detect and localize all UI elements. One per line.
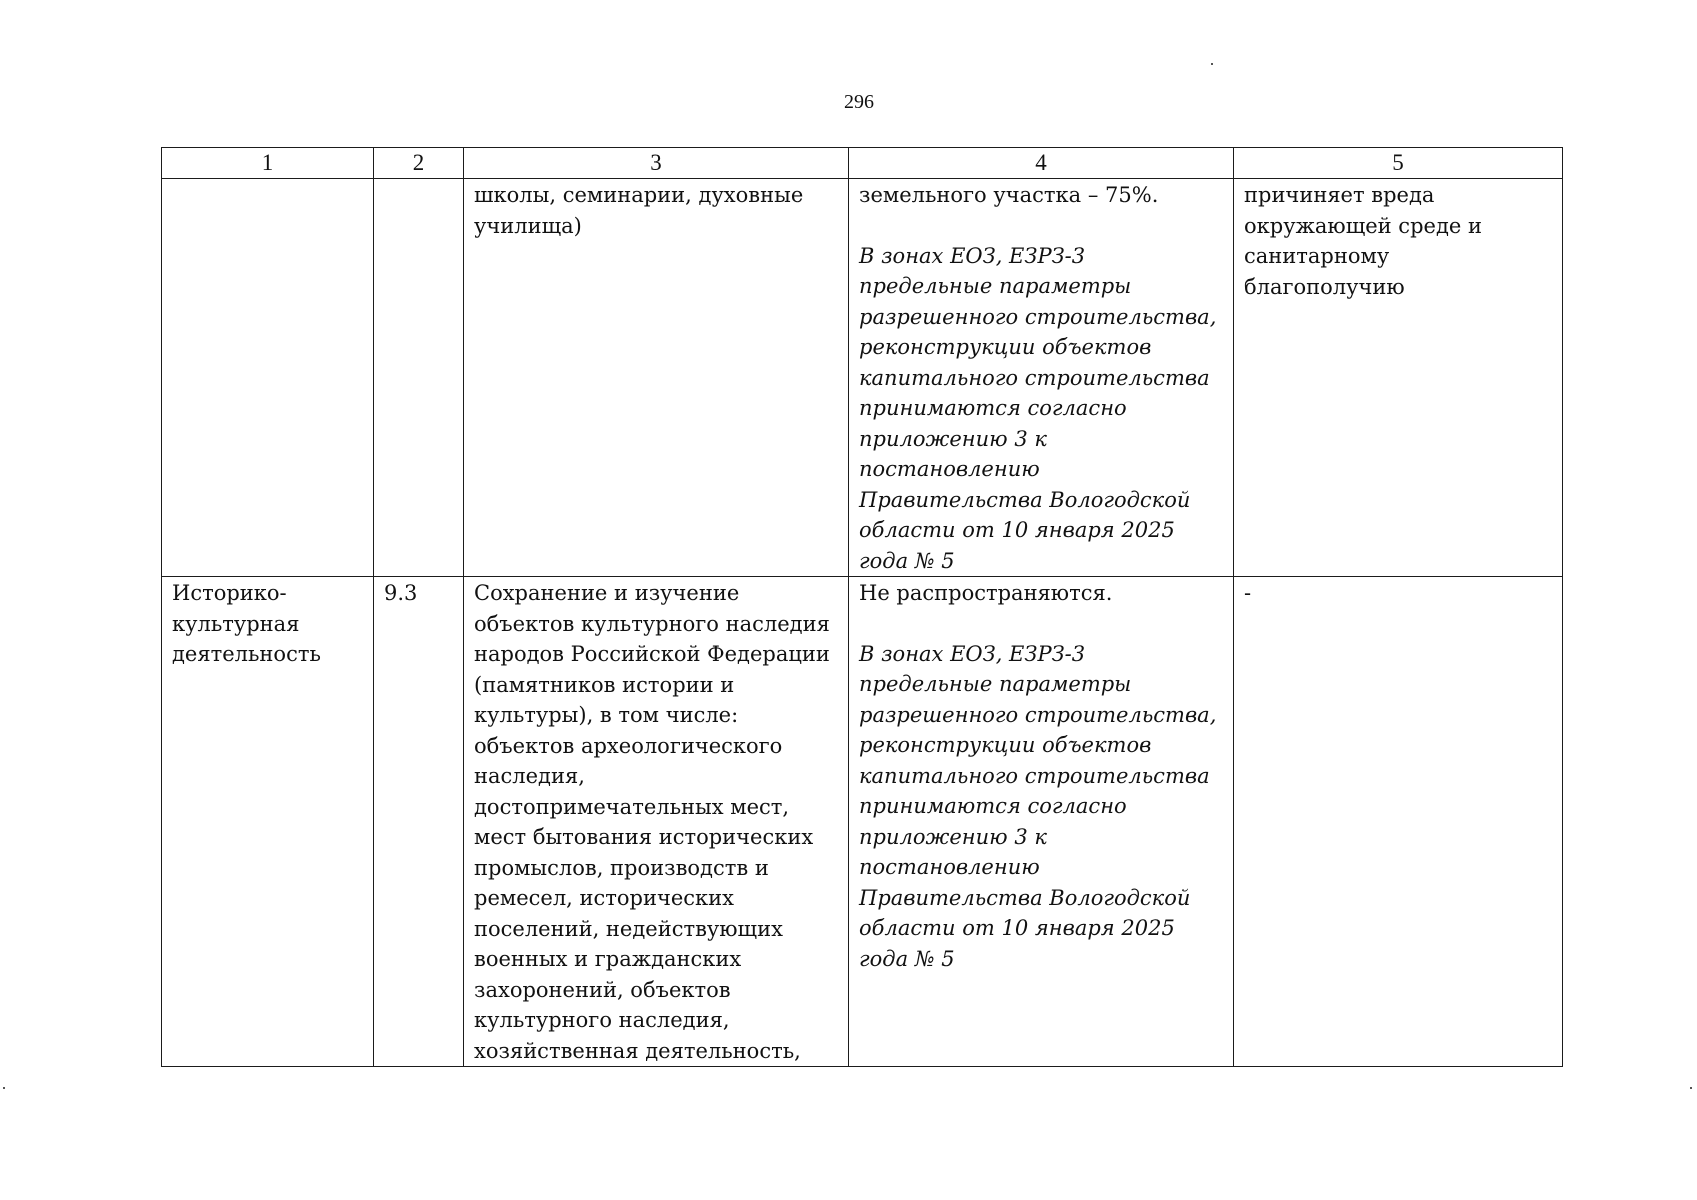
use-description-cell: школы, семинарии, духовные училища): [464, 179, 849, 577]
table-row: [162, 179, 1563, 577]
table-row: [162, 577, 1563, 1067]
use-type-name-cell: [162, 179, 374, 577]
scan-speck: [3, 1087, 5, 1089]
zone-parameters-note: В зонах ЕОЗ, ЕЗРЗ-3 предельные параметры разрешенного строительства, реконструкции объектов капитального строительства принимаются согласно приложению 3 к постановлению Правительства Вологодской области от 10 января 2025 года № 5: [859, 243, 1217, 573]
use-code-cell: 9.3: [374, 577, 464, 1067]
column-header-5: 5: [1234, 148, 1563, 179]
scan-speck: [1211, 63, 1213, 65]
column-header-4: 4: [849, 148, 1234, 179]
scan-speck: [1690, 1087, 1692, 1089]
zone-parameters-note: В зонах ЕОЗ, ЕЗРЗ-3 предельные параметры разрешенного строительства, реконструкции объектов капитального строительства принимаются согласно приложению 3 к постановлению Правительства Вологодской области от 10 января 2025 года № 5: [859, 641, 1217, 971]
regulations-table: [161, 147, 1563, 1067]
column-header-2: 2: [374, 148, 464, 179]
column-header-1: 1: [162, 148, 374, 179]
restrictions-cell: причиняет вреда окружающей среде и санитарному благополучию: [1234, 179, 1563, 577]
page-number: 296: [844, 91, 874, 113]
use-code-cell: [374, 179, 464, 577]
column-header-3: 3: [464, 148, 849, 179]
parameters-cell: [849, 179, 1234, 577]
parameters-text: земельного участка – 75%.: [859, 183, 1159, 207]
parameters-cell: [849, 577, 1234, 1067]
column-number-row: [162, 148, 1563, 179]
use-type-name-cell: Историко- культурная деятельность: [162, 577, 374, 1067]
restrictions-cell: -: [1234, 577, 1563, 1067]
use-description-cell: Сохранение и изучение объектов культурного наследия народов Российской Федерации (памятников истории и культуры), в том числе: объектов археологического наследия, достопримечательных мест, мест бытования исторических промыслов, производств и ремесел, исторических поселений, недействующих военных и гражданских захоронений, объектов культурного наследия, хозяйственная деятельность,: [464, 577, 849, 1067]
parameters-text: Не распространяются.: [859, 581, 1113, 605]
